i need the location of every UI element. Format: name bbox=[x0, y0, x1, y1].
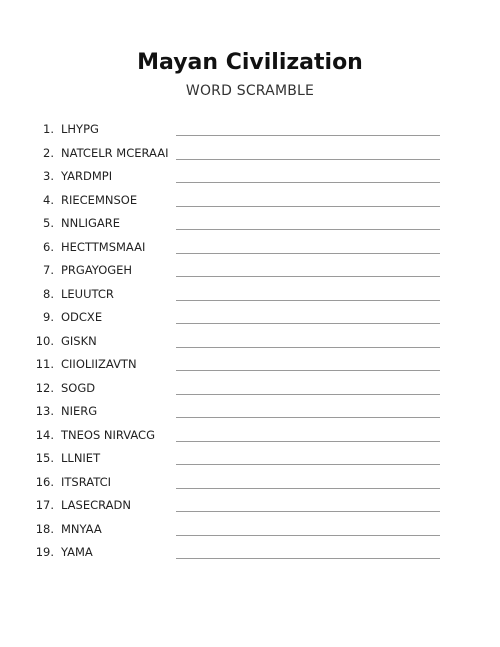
scramble-item bbox=[0, 353, 500, 377]
item-number: 11. bbox=[35, 357, 54, 371]
answer-line bbox=[176, 464, 440, 465]
answer-line bbox=[176, 535, 440, 536]
answer-line bbox=[176, 206, 440, 207]
answer-line bbox=[176, 370, 440, 371]
item-number: 1. bbox=[43, 122, 54, 136]
scrambled-word: NIERG bbox=[61, 404, 98, 418]
answer-line bbox=[176, 558, 440, 559]
scramble-list bbox=[0, 118, 500, 565]
scramble-item bbox=[0, 306, 500, 330]
scrambled-word: HECTTMSMAAI bbox=[61, 239, 146, 254]
item-number: 19. bbox=[35, 545, 54, 559]
item-number: 14. bbox=[35, 427, 54, 442]
scrambled-word: PRGAYOGEH bbox=[61, 263, 133, 277]
scrambled-word: YARDMPI bbox=[61, 169, 113, 183]
scramble-item bbox=[0, 259, 500, 283]
scramble-item bbox=[0, 400, 500, 424]
scrambled-word: CIIOLIIZAVTN bbox=[61, 357, 137, 371]
answer-line bbox=[176, 159, 440, 160]
scramble-item bbox=[0, 377, 500, 401]
answer-line bbox=[176, 417, 440, 418]
answer-line bbox=[176, 441, 440, 442]
item-number: 18. bbox=[35, 521, 54, 536]
answer-line bbox=[176, 488, 440, 489]
item-number: 4. bbox=[43, 192, 54, 207]
scramble-item bbox=[0, 471, 500, 495]
scramble-item bbox=[0, 189, 500, 213]
scrambled-word: RIECEMNSOE bbox=[61, 192, 138, 207]
item-number: 13. bbox=[35, 404, 54, 418]
scrambled-word: LHYPG bbox=[61, 122, 99, 136]
item-number: 9. bbox=[43, 310, 54, 324]
scramble-item bbox=[0, 447, 500, 471]
item-number: 12. bbox=[35, 380, 54, 395]
answer-line bbox=[176, 300, 440, 301]
scrambled-word: ODCXE bbox=[61, 310, 103, 324]
scramble-item bbox=[0, 283, 500, 307]
scrambled-word: LLNIET bbox=[61, 451, 101, 465]
item-number: 16. bbox=[35, 474, 54, 489]
answer-line bbox=[176, 253, 440, 254]
scrambled-word: TNEOS NIRVACG bbox=[61, 427, 155, 442]
answer-line bbox=[176, 229, 440, 230]
item-number: 15. bbox=[35, 451, 54, 465]
worksheet-title: Mayan Civilization bbox=[137, 50, 363, 75]
answer-line bbox=[176, 394, 440, 395]
scramble-item bbox=[0, 541, 500, 565]
answer-line bbox=[176, 182, 440, 183]
answer-line bbox=[176, 511, 440, 512]
item-number: 17. bbox=[35, 498, 54, 512]
scramble-item bbox=[0, 212, 500, 236]
scrambled-word: NATCELR MCERAAI bbox=[61, 145, 169, 160]
scrambled-word: ITSRATCI bbox=[61, 474, 111, 489]
item-number: 7. bbox=[43, 263, 54, 277]
scramble-item bbox=[0, 165, 500, 189]
scramble-item bbox=[0, 330, 500, 354]
answer-line bbox=[176, 323, 440, 324]
item-number: 8. bbox=[43, 286, 54, 301]
scrambled-word: MNYAA bbox=[61, 521, 102, 536]
answer-line bbox=[176, 276, 440, 277]
item-number: 3. bbox=[43, 169, 54, 183]
worksheet-subtitle: WORD SCRAMBLE bbox=[185, 83, 315, 99]
scramble-item bbox=[0, 494, 500, 518]
scrambled-word: LEUUTCR bbox=[61, 286, 114, 301]
scrambled-word: GISKN bbox=[61, 333, 97, 348]
scrambled-word: NNLIGARE bbox=[61, 216, 121, 230]
item-number: 6. bbox=[43, 239, 54, 254]
scramble-item bbox=[0, 424, 500, 448]
scramble-item bbox=[0, 236, 500, 260]
answer-line bbox=[176, 347, 440, 348]
scrambled-word: SOGD bbox=[61, 380, 96, 395]
scramble-item bbox=[0, 118, 500, 142]
scrambled-word: LASECRADN bbox=[61, 498, 131, 512]
item-number: 10. bbox=[35, 333, 54, 348]
answer-line bbox=[176, 135, 440, 136]
item-number: 5. bbox=[43, 216, 54, 230]
scrambled-word: YAMA bbox=[61, 545, 93, 559]
item-number: 2. bbox=[43, 145, 54, 160]
scramble-item bbox=[0, 518, 500, 542]
scramble-item bbox=[0, 142, 500, 166]
